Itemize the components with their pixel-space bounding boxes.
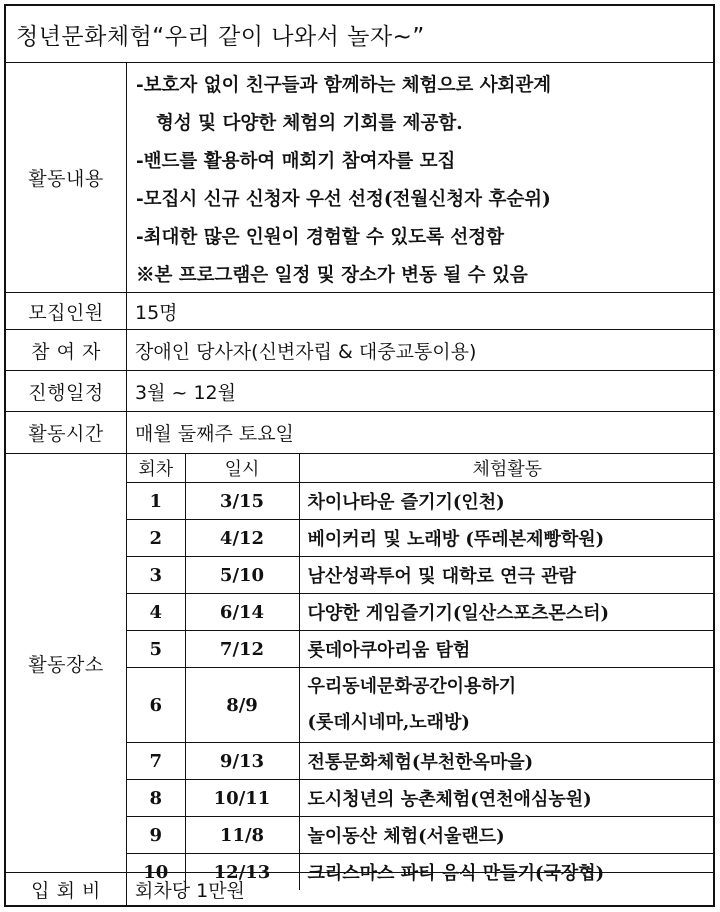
participants-value: 장애인 당사자(신변자립 & 대중교통이용) [135,340,477,363]
activity-cell: 차이나타운 즐기기(인천) [299,483,715,520]
table-row [127,817,715,854]
activity-cell: 롯데아쿠아리움 탐험 [299,631,715,668]
table-row [127,557,715,594]
table-row [127,668,715,743]
date-cell: 10/11 [185,780,299,817]
session-cell: 7 [127,743,185,780]
table-row [127,483,715,520]
activity-cell [299,668,715,743]
activity-header: 체험활동 [299,454,715,483]
table-row [127,520,715,557]
activity-cell: 도시청년의 농촌체험(연천애심농원) [299,780,715,817]
activity-line: -최대한 많은 인원이 경험할 수 있도록 선정함 [136,227,505,248]
table-row [127,780,715,817]
session-cell: 4 [127,594,185,631]
recruit-label: 모집인원 [6,293,127,329]
fee-value: 회차당 1만원 [135,879,245,902]
table-row [127,631,715,668]
session-cell: 10 [127,854,185,891]
activity-line-1: 우리동네문화공간이용하기 [307,676,517,697]
period-label: 진행일정 [6,371,127,411]
date-cell: 11/8 [185,817,299,854]
session-cell: 2 [127,520,185,557]
table-row [127,594,715,631]
date-header: 일시 [185,454,299,483]
recruit-value: 15명 [135,301,178,324]
fee-row [6,872,713,905]
session-cell: 6 [127,668,185,743]
activity-cell: 전통문화체험(부천한옥마을) [299,743,715,780]
date-cell: 3/15 [185,483,299,520]
activity-cell: 크리스마스 파티 음식 만들기(국장협) [299,854,715,891]
document-title: 청년문화체험“우리 같이 나와서 놀자~” [16,23,425,50]
place-label: 활동장소 [6,454,127,872]
participants-label: 참 여 자 [6,330,127,370]
activity-line: -밴드를 활용하여 매회기 참여자를 모집 [136,151,456,172]
activity-note: ※본 프로그램은 일정 및 장소가 변동 될 수 있음 [136,265,528,286]
date-cell: 8/9 [185,668,299,743]
place-section [6,453,713,884]
activity-section [6,62,713,292]
activity-cell: 놀이동산 체험(서울랜드) [299,817,715,854]
activity-line: 형성 및 다양한 체험의 기회를 제공함. [156,113,463,134]
session-cell: 1 [127,483,185,520]
session-cell: 8 [127,780,185,817]
activity-cell: 남산성곽투어 및 대학로 연극 관람 [299,557,715,594]
date-cell: 6/14 [185,594,299,631]
activity-label: 활동내용 [6,63,127,292]
schedule-table [127,454,715,890]
date-cell: 12/13 [185,854,299,891]
activity-cell: 다양한 게임즐기기(일산스포츠몬스터) [299,594,715,631]
recruit-row [6,292,713,329]
table-row [127,743,715,780]
program-document [4,4,715,907]
activity-line-2: (롯데시네마,노래방) [307,712,470,733]
activity-line: -보호자 없이 친구들과 함께하는 체험으로 사회관계 [136,75,552,96]
schedule-header [127,454,715,483]
date-cell: 5/10 [185,557,299,594]
period-row [6,370,713,411]
activity-line: -모집시 신규 신청자 우선 선정(전월신청자 후순위) [136,189,551,210]
session-cell: 9 [127,817,185,854]
activity-cell: 베이커리 및 노래방 (뚜레본제빵학원) [299,520,715,557]
date-cell: 4/12 [185,520,299,557]
time-value: 매월 둘째주 토요일 [135,423,294,445]
time-row [6,411,713,453]
date-cell: 9/13 [185,743,299,780]
period-value: 3월 ~ 12월 [135,381,236,404]
activity-lines [136,67,709,295]
date-cell: 7/12 [185,631,299,668]
session-cell: 5 [127,631,185,668]
session-header: 회차 [127,454,185,483]
participants-row [6,329,713,370]
fee-label: 입 회 비 [6,873,127,905]
time-label: 활동시간 [6,412,127,453]
session-cell: 3 [127,557,185,594]
